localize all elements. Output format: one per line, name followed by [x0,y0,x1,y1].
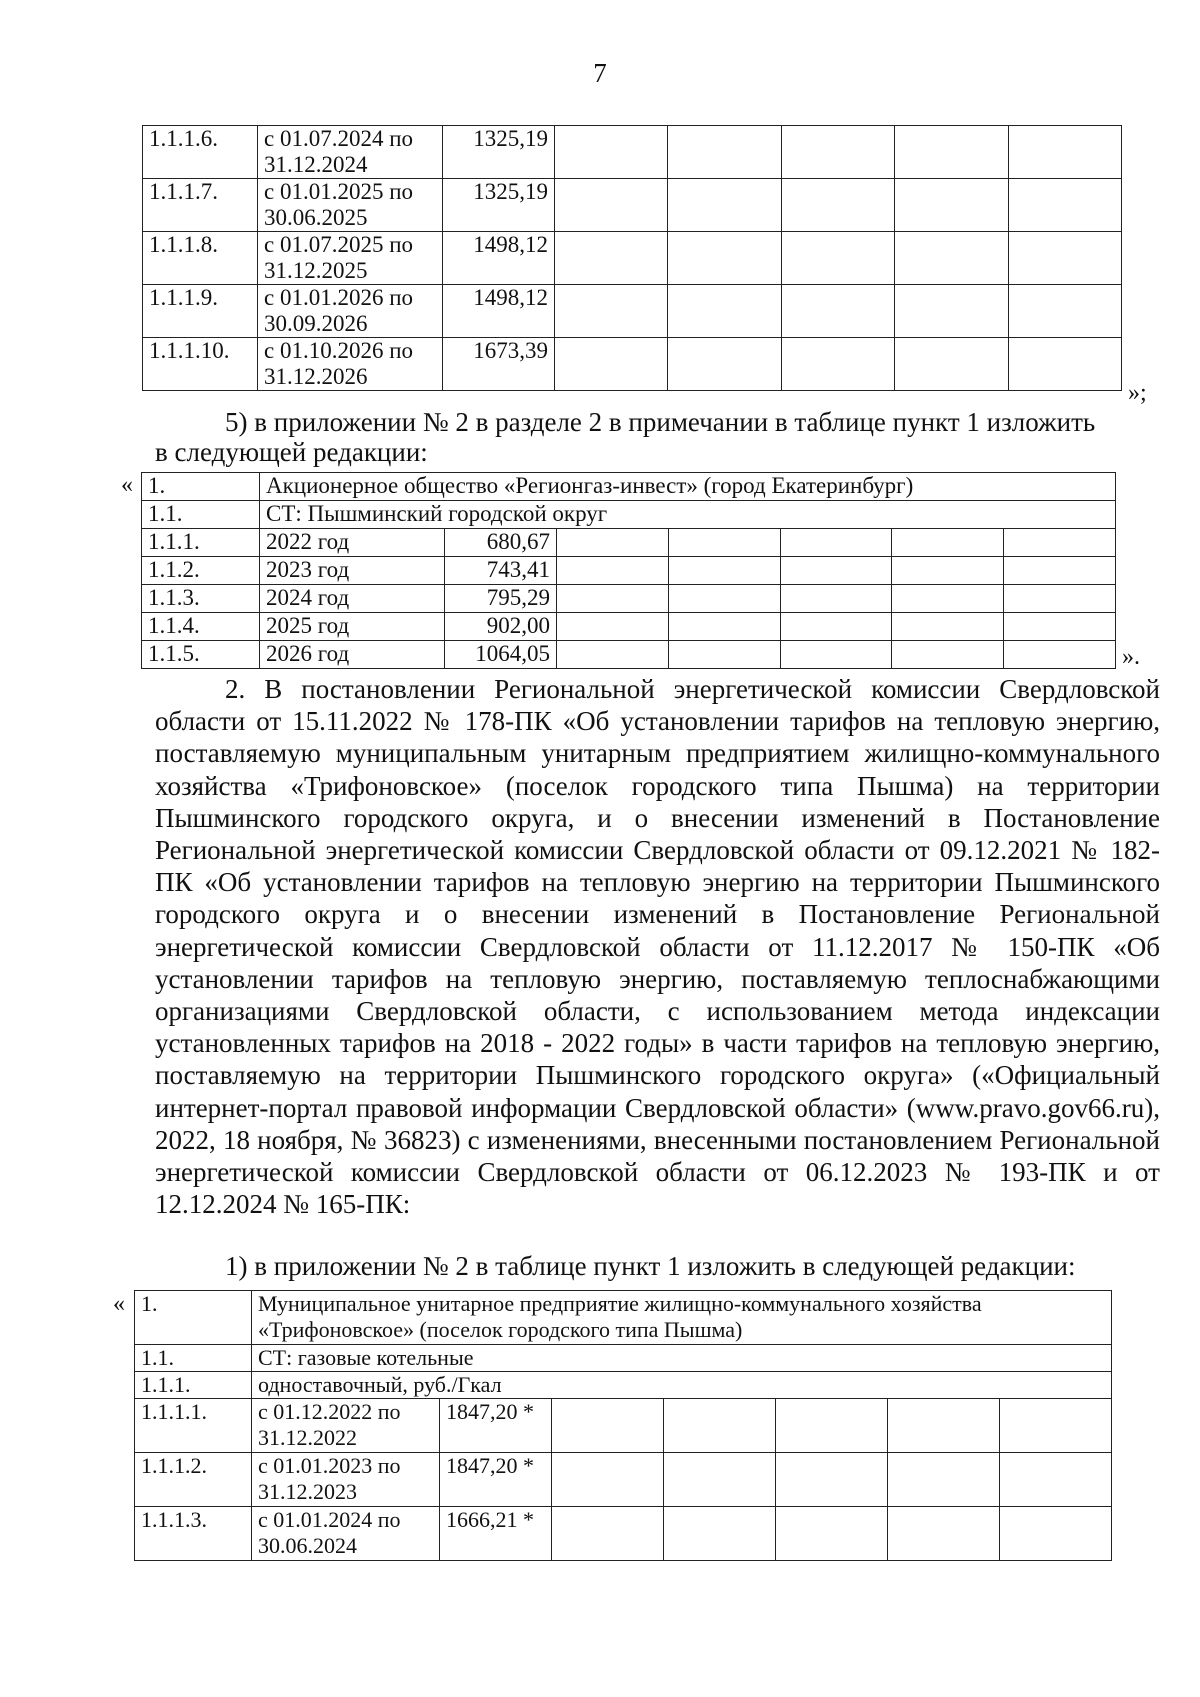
table-row [143,179,1122,232]
row-number: 1.1.2. [142,557,260,585]
closing-quote: »; [1128,380,1147,406]
table-subheader-row [142,501,1116,529]
table-row [142,529,1116,557]
row-year: 2022 год [260,529,445,557]
row-number: 1.1.1.7. [143,179,258,232]
table-row [143,126,1122,179]
row-period: с 01.12.2022 по 31.12.2022 [252,1399,440,1453]
table-row [143,338,1122,391]
page-number: 7 [593,58,607,88]
row-year: 2026 год [260,641,445,669]
row-value: 680,67 [445,529,557,557]
table-row [135,1399,1112,1453]
table-row [142,585,1116,613]
row-value: 902,00 [445,613,557,641]
header-organization: Муниципальное унитарное предприятие жилищно-коммунального хозяйства «Трифоновское» (поселок городского типа Пышма) [252,1291,1112,1345]
table-row [142,641,1116,669]
table-row [142,613,1116,641]
row-number: 1.1.1.1. [135,1399,252,1453]
row-value: 1498,12 [443,232,555,285]
row-number: 1.1.1.6. [143,126,258,179]
table-subheader-row [135,1345,1112,1372]
row-value: 1064,05 [445,641,557,669]
header-number: 1. [142,473,260,501]
row-year: 2023 год [260,557,445,585]
row-value: 795,29 [445,585,557,613]
row-value: 1325,19 [443,126,555,179]
item-1-text: 1) в приложении № 2 в таблице пункт 1 изложить в следующей редакции: [225,1251,1076,1281]
subsubheader-text: одноставочный, руб./Гкал [252,1372,1112,1399]
header-organization: Акционерное общество «Регионгаз-инвест» (город Екатеринбург) [260,473,1116,501]
table-row [142,557,1116,585]
subheader-number: 1.1. [142,501,260,529]
tariff-table-trifonovskoe [134,1290,1112,1561]
row-period: с 01.01.2023 по 31.12.2023 [252,1453,440,1507]
table-row [135,1453,1112,1507]
row-year: 2025 год [260,613,445,641]
row-period: с 01.10.2026 по 31.12.2026 [258,338,443,391]
row-period: с 01.07.2024 по 31.12.2024 [258,126,443,179]
row-value: 1325,19 [443,179,555,232]
row-number: 1.1.1.10. [143,338,258,391]
subheader-text: СТ: Пышминский городской округ [260,501,1116,529]
table-row [143,232,1122,285]
table-header-row [142,473,1116,501]
section-2-paragraph: 2. В постановлении Региональной энергетической комиссии Свердловской области от 15.11.2022 № 178-ПК «Об установлении тарифов на тепловую энергию, поставляемую муниципальным унитарным предприятием жилищно-коммунального хозяйства «Трифоновское» (поселок городского типа Пышма) на территории Пышминского городского округа, и о внесении изменений в Постановление Региональной энергетической комиссии Свердловской области от 09.12.2021 № 182-ПК «Об установлении тарифов на тепловую энергию на территории Пышминского городского округа и о внесении изменений в Постановление Региональной энергетической комиссии Свердловской области от 11.12.2017 № 150-ПК «Об установлении тарифов на тепловую энергию, поставляемую теплоснабжающими организациями Свердловской области, с использованием метода индексации установленных тарифов на 2018 - 2022 годы» в части тарифов на тепловую энергию, поставляемую на территории Пышминского городского округа» («Официальный интернет-портал правовой информации Свердловской области» (www.pravo.gov66.ru), 2022, 18 ноября, № 36823) с изменениями, внесенными постановлением Региональной энергетической комиссии Свердловской области от 06.12.2023 № 193-ПК и от 12.12.2024 № 165-ПК: [155,674,1160,1220]
table-header-row [135,1291,1112,1345]
row-number: 1.1.1.8. [143,232,258,285]
row-value: 1847,20 * [440,1453,552,1507]
row-number: 1.1.1. [142,529,260,557]
row-value: 1673,39 [443,338,555,391]
row-number: 1.1.5. [142,641,260,669]
header-number: 1. [135,1291,252,1345]
table-subsubheader-row [135,1372,1112,1399]
row-value: 1498,12 [443,285,555,338]
tariff-table-regiongaz [141,472,1116,669]
row-number: 1.1.1.9. [143,285,258,338]
subsubheader-number: 1.1.1. [135,1372,252,1399]
row-number: 1.1.4. [142,613,260,641]
row-period: с 01.01.2026 по 30.09.2026 [258,285,443,338]
row-number: 1.1.1.3. [135,1507,252,1561]
opening-quote: « [113,1291,125,1317]
row-period: с 01.01.2025 по 30.06.2025 [258,179,443,232]
row-value: 1666,21 * [440,1507,552,1561]
row-number: 1.1.3. [142,585,260,613]
closing-quote: ». [1122,644,1140,670]
row-value: 743,41 [445,557,557,585]
row-period: с 01.01.2024 по 30.06.2024 [252,1507,440,1561]
subheader-number: 1.1. [135,1345,252,1372]
table-row [143,285,1122,338]
row-number: 1.1.1.2. [135,1453,252,1507]
row-year: 2024 год [260,585,445,613]
item-5-continuation: в следующей редакции: [155,437,428,467]
subheader-text: СТ: газовые котельные [252,1345,1112,1372]
row-period: с 01.07.2025 по 31.12.2025 [258,232,443,285]
tariff-table-continued [142,125,1122,391]
row-value: 1847,20 * [440,1399,552,1453]
table-row [135,1507,1112,1561]
item-5-text: 5) в приложении № 2 в разделе 2 в примечании в таблице пункт 1 изложить [225,407,1096,437]
opening-quote: « [121,472,133,498]
